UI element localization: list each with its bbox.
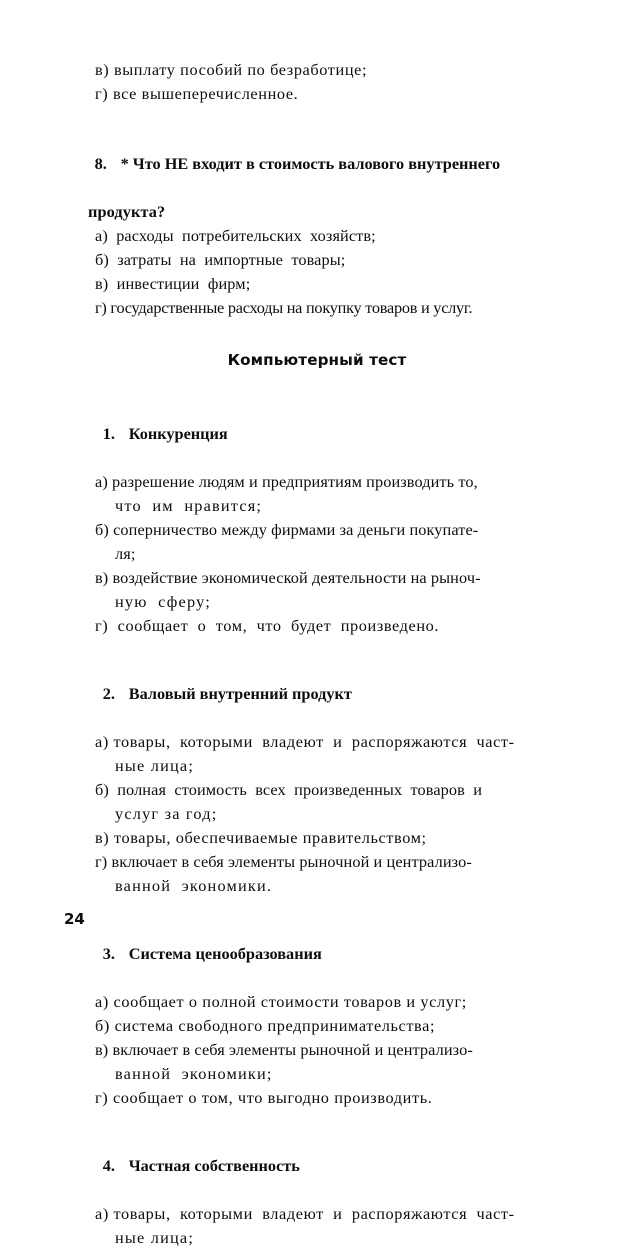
question-prompt-line-2: продукта? [88,202,166,221]
option-list [62,224,572,320]
list-item: в) включает в себя элементы рыночной и централизо- [95,1040,473,1059]
question-number: 3. [102,944,115,963]
list-item: ную сферу; [115,592,211,611]
list-item: а) товары, которыми владеют и распоряжаются част- [95,732,515,751]
question-block-4 [62,1130,572,1250]
question-number: 4. [102,1156,115,1175]
list-item: а) расходы потребительских хозяйств; [95,226,376,245]
question-number: 1. [102,424,115,443]
list-item: в) товары, обеспечиваемые правительством; [95,828,427,847]
list-item: б) система свободного предпринимательства; [95,1016,436,1035]
list-item: б) затраты на импортные товары; [95,250,346,269]
question-block-3 [62,918,572,1110]
question-title: Валовый внутренний продукт [128,684,352,703]
question-prompt [62,128,572,200]
list-item: ванной экономики; [115,1064,273,1083]
question-block-1 [62,398,572,638]
question-prompt-line-1: * Что НЕ входит в стоимость валового внутреннего [120,154,501,173]
question-number: 2. [102,684,115,703]
list-item: услуг за год; [115,804,218,823]
question-title-row [62,918,572,990]
question-block-8 [62,128,572,320]
page-number: 24 [64,910,85,928]
question-title: Частная собственность [128,1156,300,1175]
list-item: в) выплату пособий по безработице; [95,60,368,79]
question-number: 8. [94,154,107,173]
list-item: б) соперничество между фирмами за деньги покупате- [95,520,479,539]
question-title: Система ценообразования [128,944,322,963]
list-item: а) разрешение людям и предприятиям производить то, [95,472,478,491]
list-item: что им нравится; [115,496,263,515]
question-block-2 [62,658,572,898]
list-item: г) сообщает о том, что будет произведено. [95,616,440,635]
option-list [62,730,572,898]
option-list [62,990,572,1110]
list-item: ные лица; [115,1228,195,1247]
option-list [62,1202,572,1250]
question-title: Конкуренция [128,424,228,443]
list-item: б) полная стоимость всех произведенных товаров и [95,780,483,799]
option-list [62,470,572,638]
section-heading: Компьютерный тест [227,351,407,369]
list-item: а) товары, которыми владеют и распоряжаются част- [95,1204,515,1223]
list-item: а) сообщает о полной стоимости товаров и услуг; [95,992,467,1011]
list-item: г) сообщает о том, что выгодно производить. [95,1088,433,1107]
page-content-column [62,58,572,1250]
list-item: в) инвестиции фирм; [95,274,251,293]
question-title-row [62,398,572,470]
list-item: г) все вышеперечисленное. [95,84,299,103]
list-item: г) включает в себя элементы рыночной и централизо- [95,852,472,871]
list-item: ные лица; [115,756,195,775]
list-item: ля; [115,544,136,563]
question-title-row [62,1130,572,1202]
test-question-list [62,398,572,1250]
question-title-row [62,658,572,730]
list-item: в) воздействие экономической деятельности на рыноч- [95,568,481,587]
list-item: ванной экономики. [115,876,273,895]
carryover-option-list [62,58,572,106]
list-item: г) государственные расходы на покупку товаров и услуг. [95,298,473,317]
